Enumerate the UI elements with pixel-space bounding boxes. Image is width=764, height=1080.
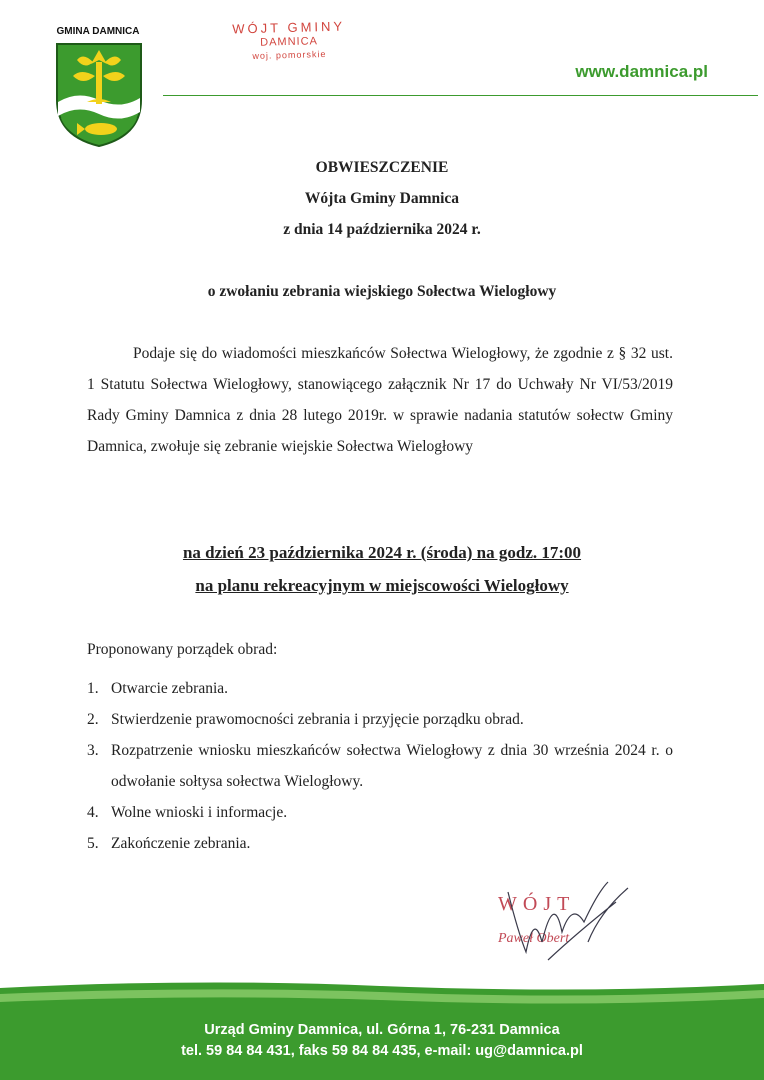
signature-stamp [488,872,638,968]
title-line-1: OBWIESZCZENIE [315,159,449,176]
svg-text:WÓJT: WÓJT [498,893,576,915]
meeting-date-time: na dzień 23 października 2024 r. (środa) na godz. 17:00 [182,543,582,562]
agenda-list [87,673,673,859]
list-item [87,704,673,735]
footer-address: Urząd Gminy Damnica, ul. Górna 1, 76-231 Damnica [204,1022,560,1038]
stamp-line-1: WÓJT GMINY [232,18,346,37]
footer-contact: tel. 59 84 84 431, faks 59 84 84 435, e-mail: ug@damnica.pl [181,1043,583,1059]
item-text: Otwarcie zebrania. [111,680,229,697]
item-text: Stwierdzenie prawomocności zebrania i przyjęcie porządku obrad. [111,711,524,728]
footer [0,980,764,1080]
item-number: 1. [87,680,99,697]
item-number: 2. [87,711,99,728]
website-link[interactable]: www.damnica.pl [575,62,708,81]
coat-of-arms-icon [53,40,145,148]
item-number: 5. [87,835,99,852]
list-item [87,797,673,828]
agenda-title: Proponowany porządek obrad: [87,641,278,658]
header-divider [163,95,758,96]
stamp-line-3: woj. pomorskie [252,49,327,61]
item-number: 4. [87,804,99,821]
notice-title [0,152,764,245]
list-item [87,735,673,797]
item-text: Zakończenie zebrania. [111,835,251,852]
notice-subject: o zwołaniu zebrania wiejskiego Sołectwa Wielogłowy [207,283,557,300]
meeting-location: na planu rekreacyjnym w miejscowości Wielogłowy [195,576,569,595]
official-stamp [214,18,365,62]
item-number: 3. [87,742,99,759]
meeting-details [0,536,764,602]
crest-label: GMINA DAMNICA [56,26,140,37]
title-line-2: Wójta Gminy Damnica [304,190,460,207]
notice-body: Podaje się do wiadomości mieszkańców Sołectwa Wielogłowy, że zgodnie z § 32 ust. 1 Statutu Sołectwa Wielogłowy, stanowiącego załącznik Nr 17 do Uchwały Nr VI/53/2019 Rady Gminy Damnica z dnia 28 lutego 2019r. w sprawie nadania statutów sołectw Gminy Damnica, zwołuje się zebranie wiejskie Sołectwa Wielogłowy [87,345,673,455]
svg-text:Paweł Obert: Paweł Obert [498,931,570,946]
list-item [87,828,673,859]
item-text: Rozpatrzenie wniosku mieszkańców sołectwa Wielogłowy z dnia 30 września 2024 r. o odwołanie sołtysa sołectwa Wielogłowy. [111,742,673,790]
item-text: Wolne wnioski i informacje. [111,804,288,821]
title-line-3: z dnia 14 października 2024 r. [283,221,481,238]
stamp-line-2: DAMNICA [260,35,319,49]
list-item [87,673,673,704]
